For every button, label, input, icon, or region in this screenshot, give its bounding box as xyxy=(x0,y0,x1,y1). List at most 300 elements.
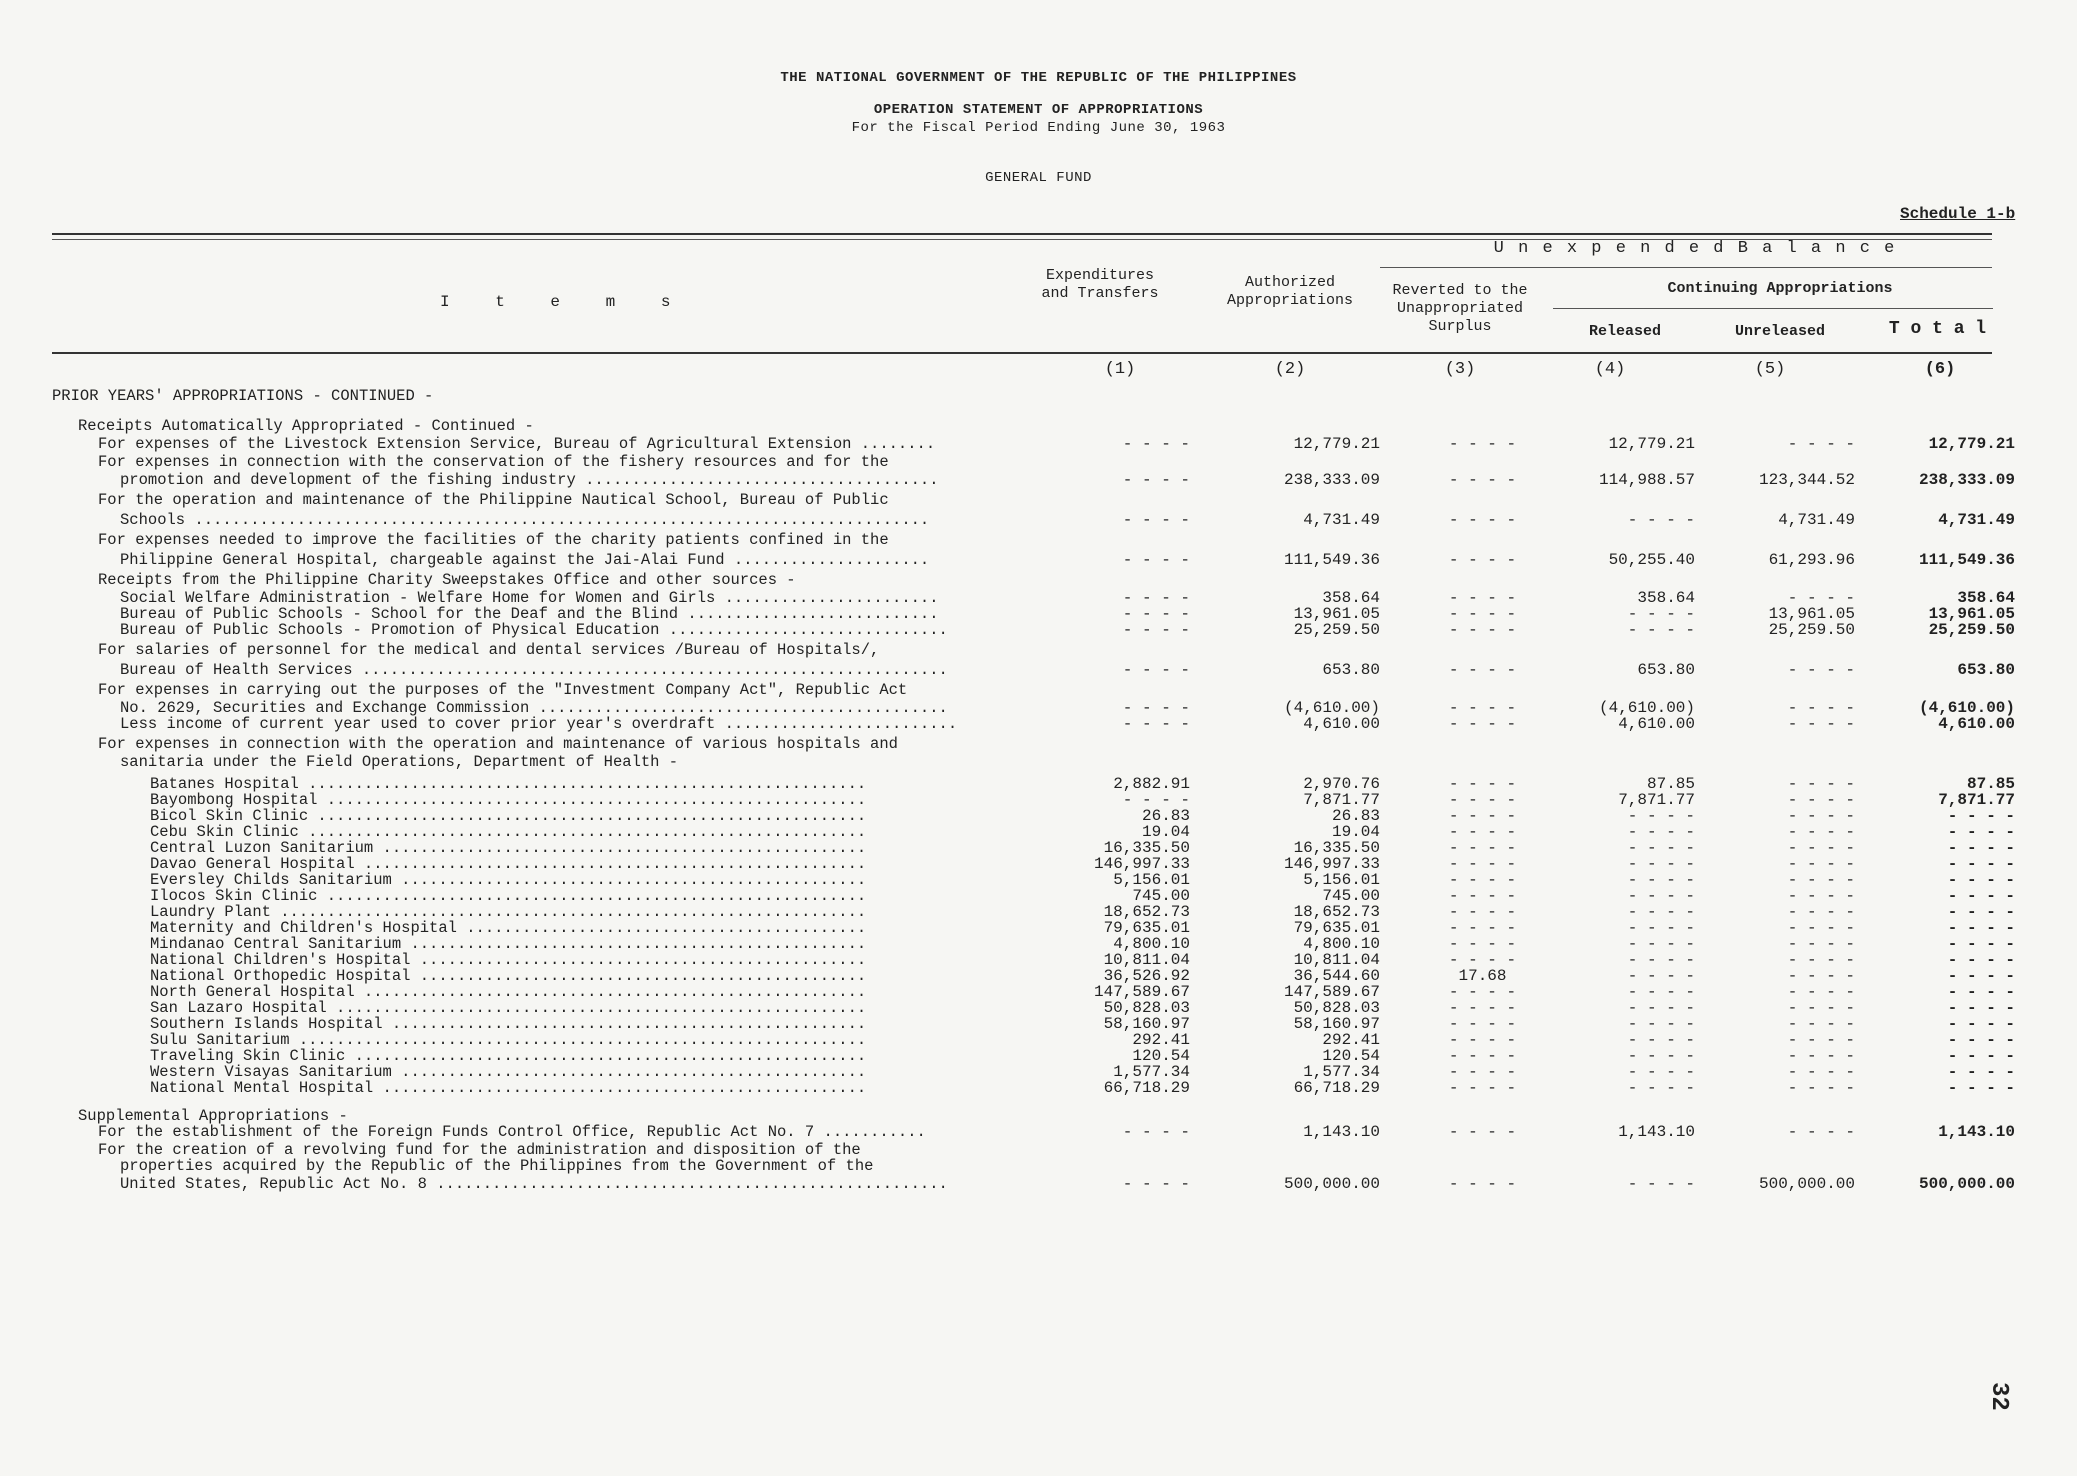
cell-total: - - - - xyxy=(1947,1015,2015,1033)
cell-reverted: - - - - xyxy=(1448,715,1517,733)
cell-released: - - - - xyxy=(1627,807,1695,825)
table-row xyxy=(0,888,2077,904)
cell-reverted: - - - - xyxy=(1448,661,1517,679)
cell-expenditures: - - - - xyxy=(1122,621,1190,639)
row-description: Bicol Skin Clinic ........................................................... xyxy=(150,808,867,824)
cell-released: - - - - xyxy=(1627,887,1695,905)
cell-released: 87.85 xyxy=(1646,775,1695,793)
col-number-3: (3) xyxy=(1444,360,1476,379)
table-row xyxy=(0,606,2077,622)
cell-total: - - - - xyxy=(1947,919,2015,937)
cell-expenditures: - - - - xyxy=(1122,589,1190,607)
cell-expenditures: 19.04 xyxy=(1141,823,1190,841)
cell-unreleased: 4,731.49 xyxy=(1778,511,1855,529)
cell-unreleased: - - - - xyxy=(1787,435,1855,453)
cell-unreleased: - - - - xyxy=(1787,775,1855,793)
table-row xyxy=(0,754,2077,770)
cell-authorized: 4,731.49 xyxy=(1303,511,1380,529)
col-number-4: (4) xyxy=(1594,360,1626,379)
cell-total: - - - - xyxy=(1947,1031,2015,1049)
cell-reverted: - - - - xyxy=(1448,1079,1517,1097)
row-description: sanitaria under the Field Operations, Department of Health - xyxy=(120,754,679,770)
cell-reverted: - - - - xyxy=(1448,605,1517,623)
cell-total: - - - - xyxy=(1947,887,2015,905)
cell-unreleased: - - - - xyxy=(1787,1123,1855,1141)
table-row xyxy=(0,418,2077,434)
expenditures-header: Expenditures and Transfers xyxy=(1041,267,1159,302)
cell-total: 4,610.00 xyxy=(1938,715,2015,733)
col-number-6: (6) xyxy=(1924,360,1956,379)
cell-released: - - - - xyxy=(1627,1031,1695,1049)
table-row xyxy=(0,1142,2077,1158)
row-description: Less income of current year used to cover prior year's overdraft ......................... xyxy=(120,716,958,732)
cell-released: - - - - xyxy=(1627,951,1695,969)
table-row xyxy=(0,840,2077,856)
cell-authorized: 5,156.01 xyxy=(1303,871,1380,889)
table-row xyxy=(0,1124,2077,1140)
cell-total: 12,779.21 xyxy=(1928,435,2015,453)
table-row xyxy=(0,1016,2077,1032)
cell-expenditures: 2,882.91 xyxy=(1113,775,1190,793)
cell-total: 25,259.50 xyxy=(1928,621,2015,639)
cell-expenditures: - - - - xyxy=(1122,715,1190,733)
row-description: Social Welfare Administration - Welfare Home for Women and Girls ....................... xyxy=(120,590,939,606)
cell-expenditures: 79,635.01 xyxy=(1103,919,1190,937)
cell-total: 238,333.09 xyxy=(1918,471,2015,489)
row-description: properties acquired by the Republic of the Philippines from the Government of the xyxy=(120,1158,874,1174)
cell-authorized: 25,259.50 xyxy=(1293,621,1380,639)
cell-total: - - - - xyxy=(1947,823,2015,841)
cell-unreleased: - - - - xyxy=(1787,1063,1855,1081)
items-header: I t e m s xyxy=(440,293,689,311)
row-description: United States, Republic Act No. 8 ....................................................... xyxy=(120,1176,948,1192)
cell-released: - - - - xyxy=(1627,903,1695,921)
table-row xyxy=(0,792,2077,808)
cell-expenditures: 147,589.67 xyxy=(1093,983,1190,1001)
row-description: National Orthopedic Hospital ................................................ xyxy=(150,968,867,984)
cell-released: 4,610.00 xyxy=(1618,715,1695,733)
cell-expenditures: 5,156.01 xyxy=(1113,871,1190,889)
page-number: 32 xyxy=(1985,1382,2012,1411)
row-description: No. 2629, Securities and Exchange Commission ............................................ xyxy=(120,700,948,716)
cell-released: - - - - xyxy=(1627,855,1695,873)
row-description: Mindanao Central Sanitarium ................................................. xyxy=(150,936,867,952)
table-row xyxy=(0,808,2077,824)
cell-authorized: (4,610.00) xyxy=(1283,699,1380,717)
cell-authorized: 66,718.29 xyxy=(1293,1079,1380,1097)
table-row xyxy=(0,512,2077,528)
government-title: THE NATIONAL GOVERNMENT OF THE REPUBLIC OF THE PHILIPPINES xyxy=(780,70,1297,86)
cell-total: 7,871.77 xyxy=(1938,791,2015,809)
table-row xyxy=(0,1064,2077,1080)
row-description: Davao General Hospital ...................................................... xyxy=(150,856,867,872)
cell-total: - - - - xyxy=(1947,935,2015,953)
row-description: For expenses in connection with the operation and maintenance of various hospitals and xyxy=(98,736,898,752)
continuing-rule xyxy=(1553,308,1993,309)
unreleased-header: Unreleased xyxy=(1734,323,1825,340)
table-row xyxy=(0,590,2077,606)
cell-expenditures: 66,718.29 xyxy=(1103,1079,1190,1097)
cell-reverted: - - - - xyxy=(1448,823,1517,841)
row-description: Western Visayas Sanitarium .................................................. xyxy=(150,1064,867,1080)
cell-released: 653.80 xyxy=(1637,661,1695,679)
cell-unreleased: - - - - xyxy=(1787,589,1855,607)
row-description: For salaries of personnel for the medical and dental services /Bureau of Hospitals/, xyxy=(98,642,880,658)
row-description: Maternity and Children's Hospital ........................................... xyxy=(150,920,867,936)
cell-expenditures: - - - - xyxy=(1122,511,1190,529)
col-number-2: (2) xyxy=(1274,360,1306,379)
schedule-label: Schedule 1-b xyxy=(1900,205,2016,223)
cell-released: - - - - xyxy=(1627,511,1695,529)
cell-expenditures: 292.41 xyxy=(1132,1031,1190,1049)
cell-reverted: - - - - xyxy=(1448,871,1517,889)
cell-reverted: - - - - xyxy=(1448,919,1517,937)
cell-authorized: 36,544.60 xyxy=(1293,967,1380,985)
cell-released: 1,143.10 xyxy=(1618,1123,1695,1141)
cell-expenditures: - - - - xyxy=(1122,791,1190,809)
cell-total: 358.64 xyxy=(1957,589,2015,607)
cell-authorized: 10,811.04 xyxy=(1293,951,1380,969)
cell-authorized: 19.04 xyxy=(1331,823,1380,841)
cell-released: 358.64 xyxy=(1637,589,1695,607)
table-row xyxy=(0,662,2077,678)
row-description: promotion and development of the fishing industry ...................................... xyxy=(120,472,939,488)
row-description: For the establishment of the Foreign Funds Control Office, Republic Act No. 7 ........... xyxy=(98,1124,926,1140)
cell-total: 1,143.10 xyxy=(1938,1123,2015,1141)
cell-total: - - - - xyxy=(1947,951,2015,969)
released-header: Released xyxy=(1588,323,1661,340)
col-number-1: (1) xyxy=(1104,360,1136,379)
cell-total: 13,961.05 xyxy=(1928,605,2015,623)
cell-authorized: 13,961.05 xyxy=(1293,605,1380,623)
cell-reverted: - - - - xyxy=(1448,807,1517,825)
cell-unreleased: - - - - xyxy=(1787,935,1855,953)
row-description: Central Luzon Sanitarium .................................................... xyxy=(150,840,867,856)
table-row xyxy=(0,622,2077,638)
table-row xyxy=(0,682,2077,698)
row-description: Receipts from the Philippine Charity Sweepstakes Office and other sources - xyxy=(98,572,796,588)
cell-reverted: - - - - xyxy=(1448,435,1517,453)
cell-expenditures: - - - - xyxy=(1122,605,1190,623)
cell-authorized: 292.41 xyxy=(1322,1031,1380,1049)
row-description: National Children's Hospital ................................................ xyxy=(150,952,867,968)
cell-unreleased: - - - - xyxy=(1787,1031,1855,1049)
fiscal-period: For the Fiscal Period Ending June 30, 1963 xyxy=(851,120,1226,136)
cell-reverted: - - - - xyxy=(1448,1031,1517,1049)
cell-total: 87.85 xyxy=(1966,775,2015,793)
row-description: Laundry Plant ............................................................... xyxy=(150,904,867,920)
table-row xyxy=(0,968,2077,984)
cell-authorized: 358.64 xyxy=(1322,589,1380,607)
cell-reverted: - - - - xyxy=(1448,935,1517,953)
table-row xyxy=(0,984,2077,1000)
cell-unreleased: 123,344.52 xyxy=(1758,471,1855,489)
cell-released: - - - - xyxy=(1627,1079,1695,1097)
cell-unreleased: - - - - xyxy=(1787,983,1855,1001)
cell-authorized: 7,871.77 xyxy=(1303,791,1380,809)
row-description: Cebu Skin Clinic ............................................................ xyxy=(150,824,867,840)
cell-released: - - - - xyxy=(1627,823,1695,841)
cell-reverted: - - - - xyxy=(1448,855,1517,873)
table-row xyxy=(0,872,2077,888)
cell-reverted: - - - - xyxy=(1448,589,1517,607)
cell-total: - - - - xyxy=(1947,967,2015,985)
cell-unreleased: - - - - xyxy=(1787,855,1855,873)
table-row xyxy=(0,716,2077,732)
cell-authorized: 120.54 xyxy=(1322,1047,1380,1065)
cell-total: - - - - xyxy=(1947,1079,2015,1097)
row-description: San Lazaro Hospital ......................................................... xyxy=(150,1000,867,1016)
cell-authorized: 58,160.97 xyxy=(1293,1015,1380,1033)
cell-released: - - - - xyxy=(1627,621,1695,639)
cell-authorized: 2,970.76 xyxy=(1303,775,1380,793)
table-row xyxy=(0,532,2077,548)
cell-reverted: - - - - xyxy=(1448,791,1517,809)
cell-total: - - - - xyxy=(1947,839,2015,857)
top-rule xyxy=(52,233,1992,235)
cell-authorized: 4,800.10 xyxy=(1303,935,1380,953)
row-description: Philippine General Hospital, chargeable against the Jai-Alai Fund ..................... xyxy=(120,552,930,568)
cell-authorized: 1,143.10 xyxy=(1303,1123,1380,1141)
cell-unreleased: 25,259.50 xyxy=(1768,621,1855,639)
cell-released: - - - - xyxy=(1627,1015,1695,1033)
cell-expenditures: - - - - xyxy=(1122,551,1190,569)
cell-released: - - - - xyxy=(1627,1047,1695,1065)
table-row xyxy=(0,642,2077,658)
cell-expenditures: 1,577.34 xyxy=(1113,1063,1190,1081)
cell-released: - - - - xyxy=(1627,967,1695,985)
table-row xyxy=(0,936,2077,952)
cell-reverted: - - - - xyxy=(1448,999,1517,1017)
table-row xyxy=(0,736,2077,752)
cell-released: - - - - xyxy=(1627,983,1695,1001)
cell-unreleased: - - - - xyxy=(1787,807,1855,825)
table-row xyxy=(0,700,2077,716)
table-row xyxy=(0,492,2077,508)
cell-authorized: 653.80 xyxy=(1322,661,1380,679)
cell-unreleased: 61,293.96 xyxy=(1768,551,1855,569)
row-description: Ilocos Skin Clinic .......................................................... xyxy=(150,888,867,904)
cell-released: 7,871.77 xyxy=(1618,791,1695,809)
table-row xyxy=(0,1000,2077,1016)
cell-authorized: 26.83 xyxy=(1331,807,1380,825)
cell-authorized: 1,577.34 xyxy=(1303,1063,1380,1081)
cell-reverted: - - - - xyxy=(1448,839,1517,857)
cell-unreleased: - - - - xyxy=(1787,839,1855,857)
cell-released: - - - - xyxy=(1627,1175,1695,1193)
cell-total: 111,549.36 xyxy=(1918,551,2015,569)
cell-expenditures: - - - - xyxy=(1122,1123,1190,1141)
cell-reverted: 17.68 xyxy=(1458,967,1507,985)
table-row xyxy=(0,454,2077,470)
row-description: Bayombong Hospital .......................................................... xyxy=(150,792,867,808)
cell-released: - - - - xyxy=(1627,605,1695,623)
cell-unreleased: 13,961.05 xyxy=(1768,605,1855,623)
cell-total: 4,731.49 xyxy=(1938,511,2015,529)
cell-unreleased: - - - - xyxy=(1787,903,1855,921)
cell-total: - - - - xyxy=(1947,855,2015,873)
cell-unreleased: - - - - xyxy=(1787,967,1855,985)
cell-total: - - - - xyxy=(1947,903,2015,921)
cell-unreleased: - - - - xyxy=(1787,1047,1855,1065)
cell-reverted: - - - - xyxy=(1448,775,1517,793)
cell-authorized: 500,000.00 xyxy=(1283,1175,1380,1193)
continuing-header: Continuing Appropriations xyxy=(1667,280,1893,297)
table-row xyxy=(0,824,2077,840)
table-row xyxy=(0,552,2077,568)
table-row xyxy=(0,1032,2077,1048)
cell-unreleased: - - - - xyxy=(1787,1079,1855,1097)
fund-name: GENERAL FUND xyxy=(985,170,1092,186)
cell-expenditures: 26.83 xyxy=(1141,807,1190,825)
table-row xyxy=(0,920,2077,936)
cell-authorized: 18,652.73 xyxy=(1293,903,1380,921)
cell-expenditures: - - - - xyxy=(1122,435,1190,453)
row-description: Bureau of Health Services ............................................................... xyxy=(120,662,948,678)
cell-released: - - - - xyxy=(1627,839,1695,857)
cell-authorized: 79,635.01 xyxy=(1293,919,1380,937)
table-row xyxy=(0,388,2077,404)
table-row xyxy=(0,952,2077,968)
cell-total: - - - - xyxy=(1947,1047,2015,1065)
cell-unreleased: - - - - xyxy=(1787,715,1855,733)
cell-expenditures: - - - - xyxy=(1122,661,1190,679)
cell-unreleased: - - - - xyxy=(1787,871,1855,889)
cell-total: 653.80 xyxy=(1957,661,2015,679)
row-description: For the operation and maintenance of the Philippine Nautical School, Bureau of Public xyxy=(98,492,889,508)
cell-released: - - - - xyxy=(1627,871,1695,889)
cell-authorized: 147,589.67 xyxy=(1283,983,1380,1001)
row-description: Bureau of Public Schools - Promotion of Physical Education .............................. xyxy=(120,622,948,638)
cell-total: (4,610.00) xyxy=(1918,699,2015,717)
cell-total: - - - - xyxy=(1947,983,2015,1001)
cell-expenditures: - - - - xyxy=(1122,1175,1190,1193)
unexpended-balance-header: U n e x p e n d e d B a l a n c e xyxy=(1493,239,1897,258)
row-description: Schools ............................................................................... xyxy=(120,512,930,528)
total-header: T o t a l xyxy=(1888,319,1987,339)
cell-expenditures: 745.00 xyxy=(1132,887,1190,905)
cell-unreleased: - - - - xyxy=(1787,823,1855,841)
unexpended-rule xyxy=(1380,267,1992,268)
cell-reverted: - - - - xyxy=(1448,983,1517,1001)
row-description: Southern Islands Hospital ................................................... xyxy=(150,1016,867,1032)
cell-expenditures: 58,160.97 xyxy=(1103,1015,1190,1033)
cell-authorized: 745.00 xyxy=(1322,887,1380,905)
cell-expenditures: 36,526.92 xyxy=(1103,967,1190,985)
cell-authorized: 4,610.00 xyxy=(1303,715,1380,733)
statement-title: OPERATION STATEMENT OF APPROPRIATIONS xyxy=(873,102,1204,118)
cell-authorized: 111,549.36 xyxy=(1283,551,1380,569)
table-row xyxy=(0,436,2077,452)
authorized-header: Authorized Appropriations xyxy=(1226,274,1354,309)
cell-expenditures: - - - - xyxy=(1122,699,1190,717)
cell-reverted: - - - - xyxy=(1448,1047,1517,1065)
cell-released: 50,255.40 xyxy=(1608,551,1695,569)
cell-reverted: - - - - xyxy=(1448,887,1517,905)
cell-released: - - - - xyxy=(1627,1063,1695,1081)
table-row xyxy=(0,1080,2077,1096)
cell-reverted: - - - - xyxy=(1448,471,1517,489)
row-description: Supplemental Appropriations - xyxy=(78,1108,348,1124)
cell-expenditures: 146,997.33 xyxy=(1093,855,1190,873)
table-row xyxy=(0,572,2077,588)
cell-unreleased: - - - - xyxy=(1787,699,1855,717)
table-row xyxy=(0,1048,2077,1064)
cell-released: (4,610.00) xyxy=(1598,699,1695,717)
cell-total: - - - - xyxy=(1947,871,2015,889)
cell-released: 12,779.21 xyxy=(1608,435,1695,453)
row-description: Traveling Skin Clinic ....................................................... xyxy=(150,1048,867,1064)
cell-expenditures: 4,800.10 xyxy=(1113,935,1190,953)
table-row xyxy=(0,472,2077,488)
cell-expenditures: 10,811.04 xyxy=(1103,951,1190,969)
cell-reverted: - - - - xyxy=(1448,951,1517,969)
cell-total: - - - - xyxy=(1947,999,2015,1017)
cell-authorized: 238,333.09 xyxy=(1283,471,1380,489)
cell-authorized: 50,828.03 xyxy=(1293,999,1380,1017)
cell-reverted: - - - - xyxy=(1448,551,1517,569)
cell-expenditures: 120.54 xyxy=(1132,1047,1190,1065)
row-description: Eversley Childs Sanitarium .................................................. xyxy=(150,872,867,888)
row-description: Sulu Sanitarium ............................................................. xyxy=(150,1032,867,1048)
cell-expenditures: 50,828.03 xyxy=(1103,999,1190,1017)
cell-unreleased: 500,000.00 xyxy=(1758,1175,1855,1193)
cell-unreleased: - - - - xyxy=(1787,791,1855,809)
row-description: For the creation of a revolving fund for the administration and disposition of the xyxy=(98,1142,861,1158)
cell-unreleased: - - - - xyxy=(1787,661,1855,679)
cell-released: - - - - xyxy=(1627,999,1695,1017)
cell-reverted: - - - - xyxy=(1448,1123,1517,1141)
cell-authorized: 146,997.33 xyxy=(1283,855,1380,873)
cell-reverted: - - - - xyxy=(1448,511,1517,529)
cell-reverted: - - - - xyxy=(1448,1015,1517,1033)
cell-released: - - - - xyxy=(1627,919,1695,937)
cell-authorized: 16,335.50 xyxy=(1293,839,1380,857)
table-row xyxy=(0,1176,2077,1192)
cell-expenditures: 16,335.50 xyxy=(1103,839,1190,857)
table-row xyxy=(0,1108,2077,1124)
cell-expenditures: - - - - xyxy=(1122,471,1190,489)
cell-total: - - - - xyxy=(1947,1063,2015,1081)
col-number-5: (5) xyxy=(1754,360,1786,379)
cell-total: - - - - xyxy=(1947,807,2015,825)
row-description: North General Hospital ...................................................... xyxy=(150,984,867,1000)
row-description: Receipts Automatically Appropriated - Continued - xyxy=(78,418,534,434)
cell-reverted: - - - - xyxy=(1448,699,1517,717)
table-row xyxy=(0,856,2077,872)
table-row xyxy=(0,776,2077,792)
row-description: PRIOR YEARS' APPROPRIATIONS - CONTINUED - xyxy=(52,388,434,404)
cell-unreleased: - - - - xyxy=(1787,887,1855,905)
row-description: National Mental Hospital .................................................... xyxy=(150,1080,867,1096)
cell-released: - - - - xyxy=(1627,935,1695,953)
cell-released: 114,988.57 xyxy=(1598,471,1695,489)
table-row xyxy=(0,904,2077,920)
cell-unreleased: - - - - xyxy=(1787,919,1855,937)
row-description: For expenses needed to improve the facilities of the charity patients confined in the xyxy=(98,532,889,548)
cell-unreleased: - - - - xyxy=(1787,1015,1855,1033)
cell-reverted: - - - - xyxy=(1448,1175,1517,1193)
row-description: For expenses in carrying out the purposes of the "Investment Company Act", Republic Act xyxy=(98,682,908,698)
header-bottom-rule xyxy=(52,352,1992,354)
row-description: Batanes Hospital ............................................................ xyxy=(150,776,867,792)
reverted-header: Reverted to the Unappropriated Surplus xyxy=(1392,282,1528,335)
row-description: Bureau of Public Schools - School for the Deaf and the Blind ........................... xyxy=(120,606,939,622)
row-description: For expenses of the Livestock Extension Service, Bureau of Agricultural Extension ........ xyxy=(98,436,936,452)
table-row xyxy=(0,1158,2077,1174)
cell-expenditures: 18,652.73 xyxy=(1103,903,1190,921)
cell-unreleased: - - - - xyxy=(1787,999,1855,1017)
